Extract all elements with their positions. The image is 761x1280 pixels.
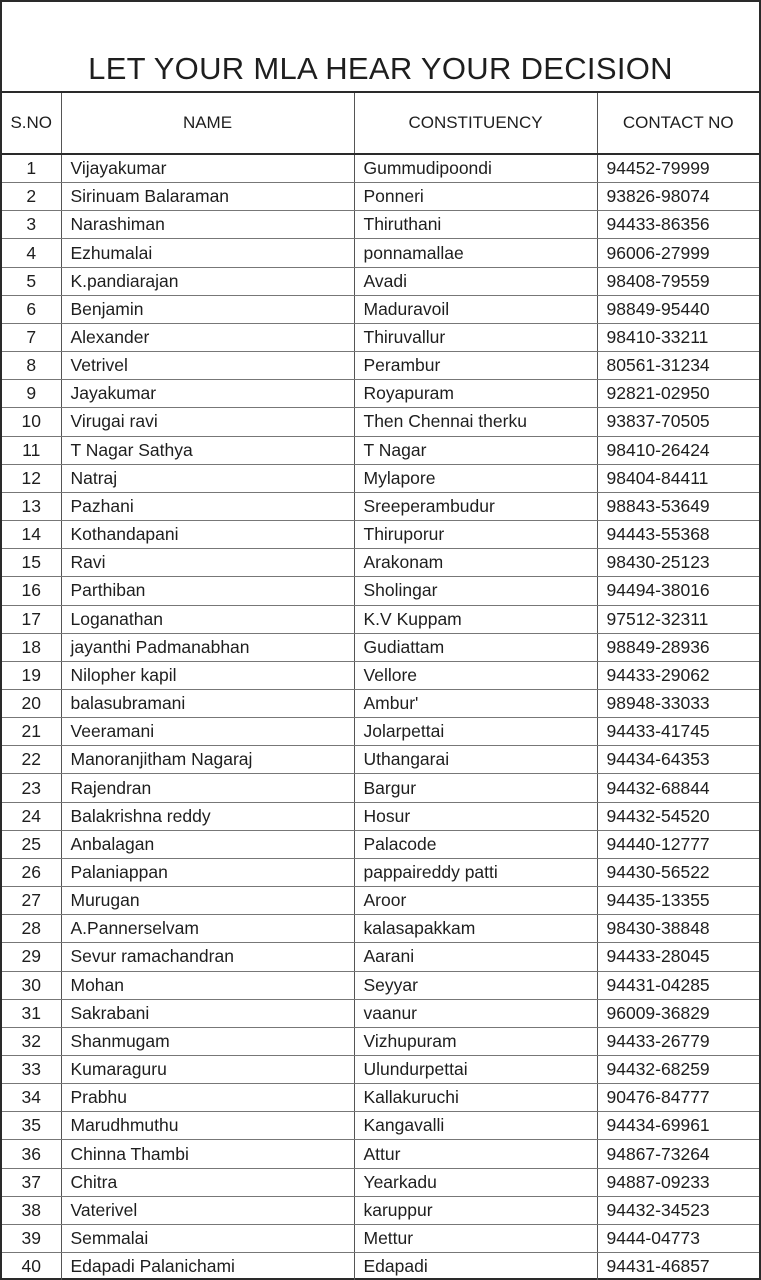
cell-sno: 24 bbox=[2, 802, 61, 830]
cell-contact: 94435-13355 bbox=[597, 887, 759, 915]
table-row bbox=[2, 239, 759, 267]
cell-name: Kothandapani bbox=[61, 521, 354, 549]
cell-name: Natraj bbox=[61, 464, 354, 492]
cell-sno: 26 bbox=[2, 858, 61, 886]
cell-name: Rajendran bbox=[61, 774, 354, 802]
cell-contact: 96009-36829 bbox=[597, 999, 759, 1027]
cell-constituency: Ambur' bbox=[354, 689, 597, 717]
cell-constituency: Kallakuruchi bbox=[354, 1084, 597, 1112]
cell-sno: 38 bbox=[2, 1196, 61, 1224]
cell-constituency: Aarani bbox=[354, 943, 597, 971]
cell-sno: 7 bbox=[2, 323, 61, 351]
table-body bbox=[2, 154, 759, 1280]
table-row bbox=[2, 971, 759, 999]
page-title: LET YOUR MLA HEAR YOUR DECISION bbox=[2, 2, 759, 93]
cell-contact: 96006-27999 bbox=[597, 239, 759, 267]
cell-contact: 98430-25123 bbox=[597, 549, 759, 577]
cell-constituency: karuppur bbox=[354, 1196, 597, 1224]
cell-name: K.pandiarajan bbox=[61, 267, 354, 295]
cell-sno: 30 bbox=[2, 971, 61, 999]
cell-name: Veeramani bbox=[61, 718, 354, 746]
cell-sno: 34 bbox=[2, 1084, 61, 1112]
cell-contact: 94430-56522 bbox=[597, 858, 759, 886]
cell-contact: 93826-98074 bbox=[597, 183, 759, 211]
table-row bbox=[2, 521, 759, 549]
table-row bbox=[2, 1196, 759, 1224]
cell-contact: 98430-38848 bbox=[597, 915, 759, 943]
mla-table bbox=[2, 93, 759, 1280]
table-row bbox=[2, 1027, 759, 1055]
cell-sno: 33 bbox=[2, 1056, 61, 1084]
cell-sno: 37 bbox=[2, 1168, 61, 1196]
cell-name: Vijayakumar bbox=[61, 154, 354, 183]
cell-constituency: kalasapakkam bbox=[354, 915, 597, 943]
cell-name: jayanthi Padmanabhan bbox=[61, 633, 354, 661]
table-row bbox=[2, 774, 759, 802]
cell-contact: 94434-64353 bbox=[597, 746, 759, 774]
cell-name: Vetrivel bbox=[61, 352, 354, 380]
table-row bbox=[2, 858, 759, 886]
cell-name: Chitra bbox=[61, 1168, 354, 1196]
cell-contact: 94431-46857 bbox=[606, 1256, 710, 1277]
cell-sno: 10 bbox=[2, 408, 61, 436]
cell-sno: 40 bbox=[2, 1253, 61, 1280]
cell-constituency: Royapuram bbox=[354, 380, 597, 408]
cell-constituency: Thiruvallur bbox=[354, 323, 597, 351]
cell-constituency: Gummudipoondi bbox=[354, 154, 597, 183]
cell-sno: 13 bbox=[2, 492, 61, 520]
cell-constituency: Hosur bbox=[354, 802, 597, 830]
cell-sno: 6 bbox=[2, 295, 61, 323]
cell-constituency: T Nagar bbox=[354, 436, 597, 464]
cell-name: Sevur ramachandran bbox=[61, 943, 354, 971]
cell-contact: 94433-29062 bbox=[597, 661, 759, 689]
cell-sno: 35 bbox=[2, 1112, 61, 1140]
cell-name: Sirinuam Balaraman bbox=[61, 183, 354, 211]
cell-name: Sakrabani bbox=[61, 999, 354, 1027]
cell-name: Balakrishna reddy bbox=[61, 802, 354, 830]
cell-name: Alexander bbox=[61, 323, 354, 351]
cell-constituency: Aroor bbox=[354, 887, 597, 915]
cell-contact: 94432-54520 bbox=[597, 802, 759, 830]
cell-name: Loganathan bbox=[61, 605, 354, 633]
cell-sno: 17 bbox=[2, 605, 61, 633]
cell-sno: 12 bbox=[2, 464, 61, 492]
cell-sno: 16 bbox=[2, 577, 61, 605]
cell-contact: 98410-26424 bbox=[597, 436, 759, 464]
cell-constituency: K.V Kuppam bbox=[354, 605, 597, 633]
table-row bbox=[2, 577, 759, 605]
cell-constituency: Ponneri bbox=[354, 183, 597, 211]
cell-name: Ezhumalai bbox=[61, 239, 354, 267]
cell-contact: 98408-79559 bbox=[597, 267, 759, 295]
cell-name: Palaniappan bbox=[61, 858, 354, 886]
table-row bbox=[2, 1056, 759, 1084]
cell-name: Nilopher kapil bbox=[61, 661, 354, 689]
cell-contact: 94432-68844 bbox=[597, 774, 759, 802]
table-row bbox=[2, 605, 759, 633]
cell-constituency: Mettur bbox=[354, 1224, 597, 1252]
table-row bbox=[2, 408, 759, 436]
table-row bbox=[2, 661, 759, 689]
cell-name: Vaterivel bbox=[61, 1196, 354, 1224]
table-row bbox=[2, 267, 759, 295]
cell-contact: 94440-12777 bbox=[597, 830, 759, 858]
table-row bbox=[2, 943, 759, 971]
cell-contact: 94431-04285 bbox=[597, 971, 759, 999]
cell-name: Anbalagan bbox=[61, 830, 354, 858]
table-row bbox=[2, 183, 759, 211]
cell-constituency: Vellore bbox=[354, 661, 597, 689]
cell-sno: 25 bbox=[2, 830, 61, 858]
cell-constituency: Arakonam bbox=[354, 549, 597, 577]
cell-sno: 15 bbox=[2, 549, 61, 577]
cell-contact: 94452-79999 bbox=[597, 154, 759, 183]
cell-contact: 90476-84777 bbox=[597, 1084, 759, 1112]
table-row bbox=[2, 352, 759, 380]
cell-constituency: Attur bbox=[354, 1140, 597, 1168]
cell-contact: 92821-02950 bbox=[597, 380, 759, 408]
table-row bbox=[2, 633, 759, 661]
cell-sno: 29 bbox=[2, 943, 61, 971]
cell-name: Murugan bbox=[61, 887, 354, 915]
cell-sno: 22 bbox=[2, 746, 61, 774]
cell-constituency: Sholingar bbox=[354, 577, 597, 605]
cell-sno: 39 bbox=[2, 1224, 61, 1252]
table-row bbox=[2, 295, 759, 323]
cell-contact: 98849-95440 bbox=[597, 295, 759, 323]
cell-sno: 27 bbox=[2, 887, 61, 915]
cell-constituency: vaanur bbox=[354, 999, 597, 1027]
cell-constituency: Seyyar bbox=[354, 971, 597, 999]
table-row bbox=[2, 746, 759, 774]
cell-constituency: Yearkadu bbox=[354, 1168, 597, 1196]
cell-contact: 94443-55368 bbox=[597, 521, 759, 549]
cell-contact: 98410-33211 bbox=[597, 323, 759, 351]
cell-contact: 94433-86356 bbox=[597, 211, 759, 239]
cell-contact: 98849-28936 bbox=[597, 633, 759, 661]
table-row bbox=[2, 380, 759, 408]
cell-name: Kumaraguru bbox=[61, 1056, 354, 1084]
table-row bbox=[2, 689, 759, 717]
cell-name: Virugai ravi bbox=[61, 408, 354, 436]
cell-name: Chinna Thambi bbox=[61, 1140, 354, 1168]
cell-contact: 98404-84411 bbox=[597, 464, 759, 492]
table-row bbox=[2, 154, 759, 183]
cell-name: Parthiban bbox=[61, 577, 354, 605]
cell-contact: 98948-33033 bbox=[597, 689, 759, 717]
cell-name: Edapadi Palanichami bbox=[61, 1253, 354, 1280]
cell-constituency: pappaireddy patti bbox=[354, 858, 597, 886]
cell-sno: 19 bbox=[2, 661, 61, 689]
cell-constituency: Jolarpettai bbox=[354, 718, 597, 746]
cell-contact: 80561-31234 bbox=[597, 352, 759, 380]
cell-name: Jayakumar bbox=[61, 380, 354, 408]
cell-sno: 28 bbox=[2, 915, 61, 943]
table-row bbox=[2, 211, 759, 239]
cell-contact: 93837-70505 bbox=[597, 408, 759, 436]
table-row bbox=[2, 802, 759, 830]
table-row bbox=[2, 718, 759, 746]
cell-constituency: Ulundurpettai bbox=[354, 1056, 597, 1084]
cell-sno: 3 bbox=[2, 211, 61, 239]
table-row bbox=[2, 887, 759, 915]
cell-constituency: Edapadi bbox=[354, 1253, 597, 1280]
table-row bbox=[2, 1253, 759, 1280]
table-row bbox=[2, 1140, 759, 1168]
cell-contact: 9444-04773 bbox=[597, 1224, 759, 1252]
cell-name: Semmalai bbox=[61, 1224, 354, 1252]
cell-contact: 94432-68259 bbox=[597, 1056, 759, 1084]
cell-contact: 94494-38016 bbox=[597, 577, 759, 605]
cell-name: A.Pannerselvam bbox=[61, 915, 354, 943]
cell-contact: 97512-32311 bbox=[597, 605, 759, 633]
cell-name: Marudhmuthu bbox=[61, 1112, 354, 1140]
cell-constituency: Gudiattam bbox=[354, 633, 597, 661]
cell-sno: 21 bbox=[2, 718, 61, 746]
cell-name: Prabhu bbox=[61, 1084, 354, 1112]
cell-constituency: Maduravoil bbox=[354, 295, 597, 323]
table-row bbox=[2, 492, 759, 520]
table-row bbox=[2, 1224, 759, 1252]
header-sno: S.NO bbox=[2, 93, 61, 154]
cell-constituency: Then Chennai therku bbox=[354, 408, 597, 436]
header-name: NAME bbox=[61, 93, 354, 154]
cell-constituency: Uthangarai bbox=[354, 746, 597, 774]
header-contact: CONTACT NO bbox=[597, 93, 759, 154]
cell-name: Shanmugam bbox=[61, 1027, 354, 1055]
cell-contact: 94867-73264 bbox=[597, 1140, 759, 1168]
cell-constituency: ponnamallae bbox=[354, 239, 597, 267]
cell-sno: 2 bbox=[2, 183, 61, 211]
cell-sno: 11 bbox=[2, 436, 61, 464]
cell-contact: 94433-41745 bbox=[597, 718, 759, 746]
cell-sno: 9 bbox=[2, 380, 61, 408]
cell-name: T Nagar Sathya bbox=[61, 436, 354, 464]
cell-sno: 32 bbox=[2, 1027, 61, 1055]
cell-constituency: Bargur bbox=[354, 774, 597, 802]
cell-sno: 5 bbox=[2, 267, 61, 295]
cell-sno: 14 bbox=[2, 521, 61, 549]
cell-name: Manoranjitham Nagaraj bbox=[61, 746, 354, 774]
cell-sno: 36 bbox=[2, 1140, 61, 1168]
cell-contact: 94433-26779 bbox=[597, 1027, 759, 1055]
cell-constituency: Vizhupuram bbox=[354, 1027, 597, 1055]
header-constituency: CONSTITUENCY bbox=[354, 93, 597, 154]
cell-name: Benjamin bbox=[61, 295, 354, 323]
cell-constituency: Palacode bbox=[354, 830, 597, 858]
cell-constituency: Mylapore bbox=[354, 464, 597, 492]
cell-contact: 94887-09233 bbox=[597, 1168, 759, 1196]
table-row bbox=[2, 915, 759, 943]
cell-name: balasubramani bbox=[61, 689, 354, 717]
cell-constituency: Perambur bbox=[354, 352, 597, 380]
cell-sno: 31 bbox=[2, 999, 61, 1027]
cell-name: Mohan bbox=[61, 971, 354, 999]
table-header-row bbox=[2, 93, 759, 154]
cell-sno: 8 bbox=[2, 352, 61, 380]
cell-contact: 94432-34523 bbox=[597, 1196, 759, 1224]
cell-sno: 4 bbox=[2, 239, 61, 267]
cell-constituency: Thiruporur bbox=[354, 521, 597, 549]
cell-constituency: Thiruthani bbox=[354, 211, 597, 239]
cell-name: Pazhani bbox=[61, 492, 354, 520]
table-row bbox=[2, 436, 759, 464]
cell-sno: 20 bbox=[2, 689, 61, 717]
cell-name: Narashiman bbox=[61, 211, 354, 239]
cell-constituency: Kangavalli bbox=[354, 1112, 597, 1140]
cell-sno: 1 bbox=[2, 154, 61, 183]
cell-constituency: Sreeperambudur bbox=[354, 492, 597, 520]
cell-constituency: Avadi bbox=[354, 267, 597, 295]
cell-contact: 94434-69961 bbox=[597, 1112, 759, 1140]
cell-sno: 23 bbox=[2, 774, 61, 802]
cell-contact: 98843-53649 bbox=[597, 492, 759, 520]
cell-contact: 94433-28045 bbox=[597, 943, 759, 971]
cell-name: Ravi bbox=[61, 549, 354, 577]
table-row bbox=[2, 1084, 759, 1112]
table-row bbox=[2, 999, 759, 1027]
table-row bbox=[2, 1112, 759, 1140]
table-row bbox=[2, 830, 759, 858]
table-row bbox=[2, 464, 759, 492]
table-row bbox=[2, 549, 759, 577]
table-row bbox=[2, 1168, 759, 1196]
cell-sno: 18 bbox=[2, 633, 61, 661]
table-row bbox=[2, 323, 759, 351]
